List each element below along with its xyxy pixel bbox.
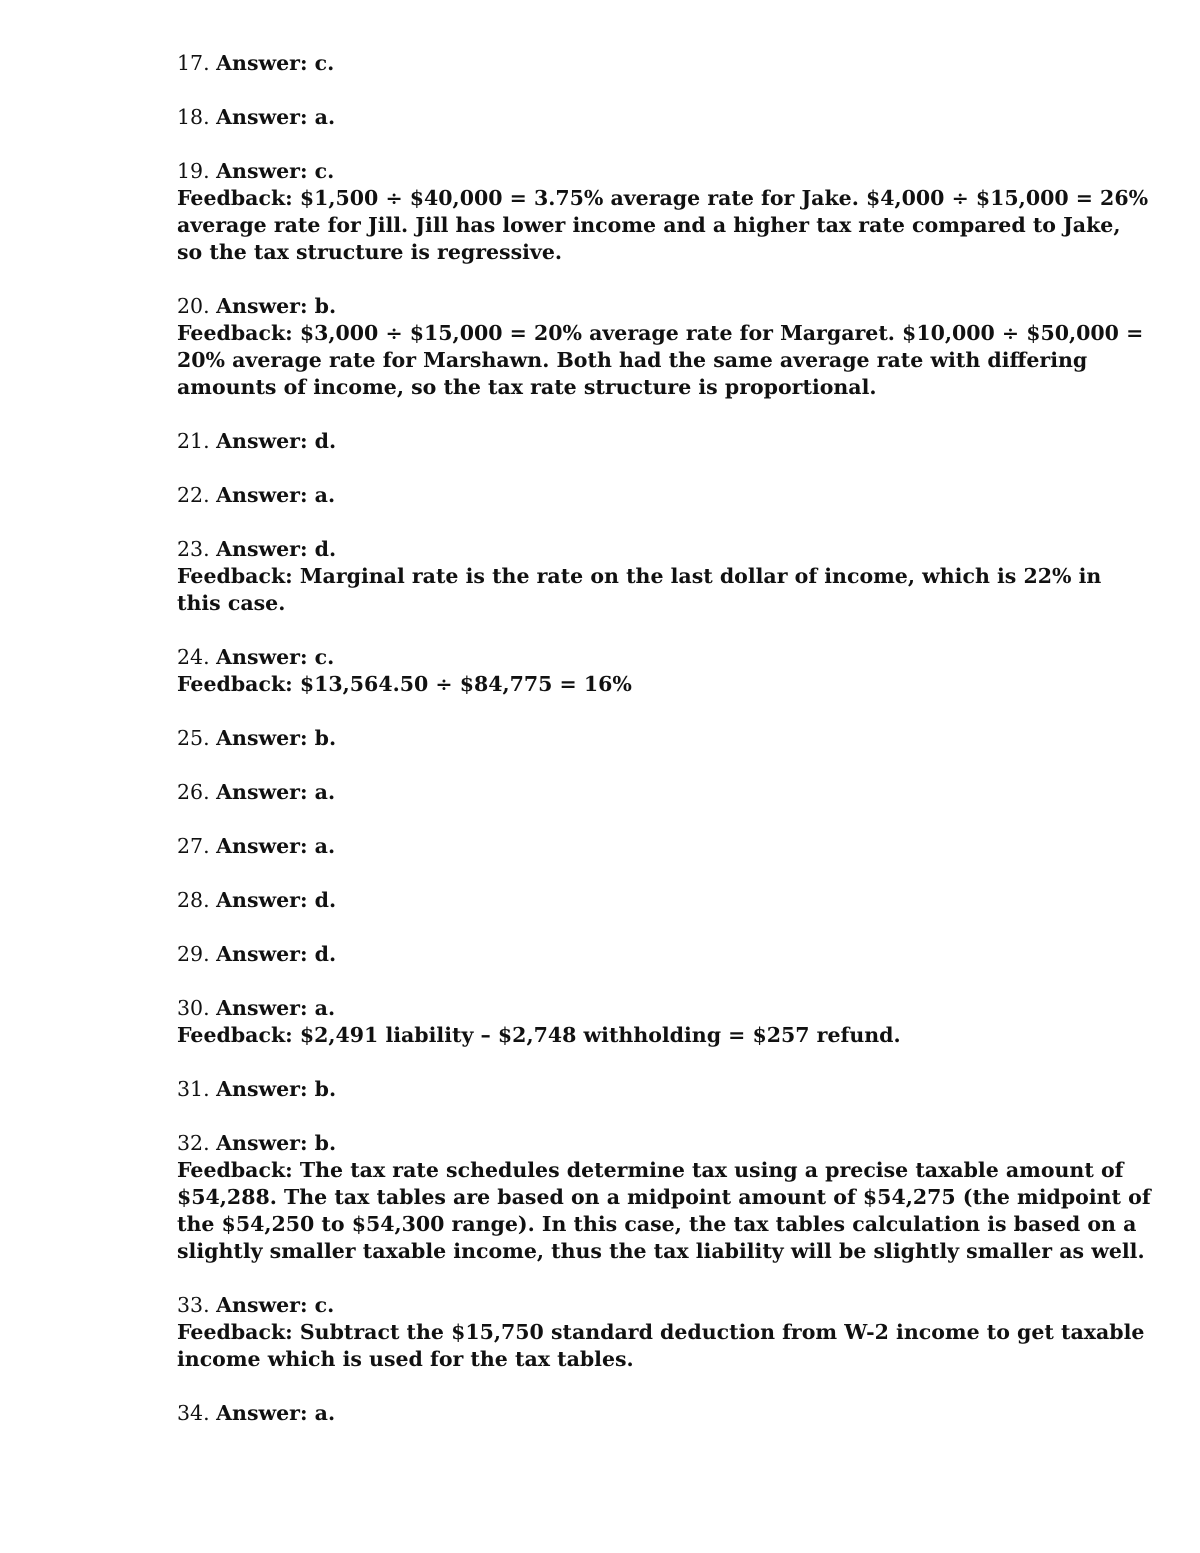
answer-item (177, 293, 1144, 401)
answer-label: Answer: a. (216, 780, 336, 804)
answer-line (177, 293, 1037, 320)
answer-label: Answer: c. (216, 1293, 335, 1317)
answer-item (177, 104, 1037, 131)
answer-line (177, 995, 1037, 1022)
answer-line (177, 104, 1037, 131)
answer-label: Answer: a. (216, 834, 336, 858)
answer-label: Answer: a. (216, 483, 336, 507)
question-number: 20. (177, 294, 210, 318)
question-number: 28. (177, 888, 210, 912)
feedback-line: Feedback: $3,000 ÷ $15,000 = 20% average rate for Margaret. $10,000 ÷ $50,000 = (177, 321, 1144, 345)
answer-item (177, 1076, 1037, 1103)
answer-line (177, 1076, 1037, 1103)
feedback-line: $54,288. The tax tables are based on a midpoint amount of $54,275 (the midpoint of (177, 1185, 1151, 1209)
question-number: 29. (177, 942, 210, 966)
question-number: 33. (177, 1293, 210, 1317)
question-number: 21. (177, 429, 210, 453)
answer-label: Answer: b. (216, 726, 337, 750)
answer-item (177, 482, 1037, 509)
question-number: 24. (177, 645, 210, 669)
answer-label: Answer: d. (216, 942, 337, 966)
answer-item (177, 1400, 1037, 1427)
answer-item (177, 1130, 1151, 1265)
answer-line (177, 50, 1037, 77)
answer-label: Answer: b. (216, 294, 337, 318)
answer-item (177, 833, 1037, 860)
question-number: 18. (177, 105, 210, 129)
feedback-line: 20% average rate for Marshawn. Both had the same average rate with differing (177, 348, 1088, 372)
answer-label: Answer: a. (216, 1401, 336, 1425)
answer-item (177, 725, 1037, 752)
answer-line (177, 428, 1037, 455)
feedback-line: Feedback: Marginal rate is the rate on the last dollar of income, which is 22% in (177, 564, 1102, 588)
question-number: 22. (177, 483, 210, 507)
answer-item (177, 995, 1037, 1049)
answer-label: Answer: a. (216, 996, 336, 1020)
answer-line (177, 833, 1037, 860)
answer-label: Answer: d. (216, 429, 337, 453)
feedback-line: amounts of income, so the tax rate structure is proportional. (177, 375, 877, 399)
answer-line (177, 779, 1037, 806)
feedback-line: so the tax structure is regressive. (177, 240, 563, 264)
answer-item (177, 50, 1037, 77)
feedback-line: Feedback: Subtract the $15,750 standard deduction from W-2 income to get taxable (177, 1320, 1145, 1344)
answer-label: Answer: b. (216, 1131, 337, 1155)
answer-item (177, 644, 1037, 698)
feedback-line: slightly smaller taxable income, thus the tax liability will be slightly smaller as well. (177, 1239, 1145, 1263)
answer-line (177, 644, 1037, 671)
answer-line (177, 887, 1037, 914)
feedback-line: the $54,250 to $54,300 range). In this case, the tax tables calculation is based on a (177, 1212, 1137, 1236)
answer-label: Answer: c. (216, 51, 335, 75)
question-number: 26. (177, 780, 210, 804)
feedback-line: average rate for Jill. Jill has lower income and a higher tax rate compared to Jake, (177, 213, 1121, 237)
feedback-line: Feedback: $2,491 liability – $2,748 withholding = $257 refund. (177, 1023, 901, 1047)
answer-line (177, 1292, 1037, 1319)
answer-item (177, 887, 1037, 914)
answer-item (177, 941, 1037, 968)
feedback-line: Feedback: The tax rate schedules determine tax using a precise taxable amount of (177, 1158, 1124, 1182)
answer-line (177, 1400, 1037, 1427)
feedback-line: Feedback: $13,564.50 ÷ $84,775 = 16% (177, 672, 632, 696)
question-number: 25. (177, 726, 210, 750)
feedback-line: income which is used for the tax tables. (177, 1347, 634, 1371)
question-number: 19. (177, 159, 210, 183)
question-number: 17. (177, 51, 210, 75)
answer-line (177, 536, 1037, 563)
answer-item (177, 536, 1102, 617)
answer-label: Answer: b. (216, 1077, 337, 1101)
answer-item (177, 1292, 1145, 1373)
answer-item (177, 158, 1149, 266)
answer-line (177, 482, 1037, 509)
answer-key-content (177, 50, 1151, 1454)
answer-item (177, 779, 1037, 806)
feedback-line: this case. (177, 591, 286, 615)
answer-line (177, 941, 1037, 968)
answer-line (177, 158, 1037, 185)
answer-label: Answer: c. (216, 159, 335, 183)
answer-label: Answer: a. (216, 105, 336, 129)
question-number: 32. (177, 1131, 210, 1155)
question-number: 34. (177, 1401, 210, 1425)
question-number: 23. (177, 537, 210, 561)
answer-item (177, 428, 1037, 455)
answer-label: Answer: d. (216, 888, 337, 912)
answer-label: Answer: c. (216, 645, 335, 669)
answer-line (177, 725, 1037, 752)
question-number: 31. (177, 1077, 210, 1101)
question-number: 30. (177, 996, 210, 1020)
answer-line (177, 1130, 1037, 1157)
question-number: 27. (177, 834, 210, 858)
feedback-line: Feedback: $1,500 ÷ $40,000 = 3.75% average rate for Jake. $4,000 ÷ $15,000 = 26% (177, 186, 1149, 210)
answer-label: Answer: d. (216, 537, 337, 561)
